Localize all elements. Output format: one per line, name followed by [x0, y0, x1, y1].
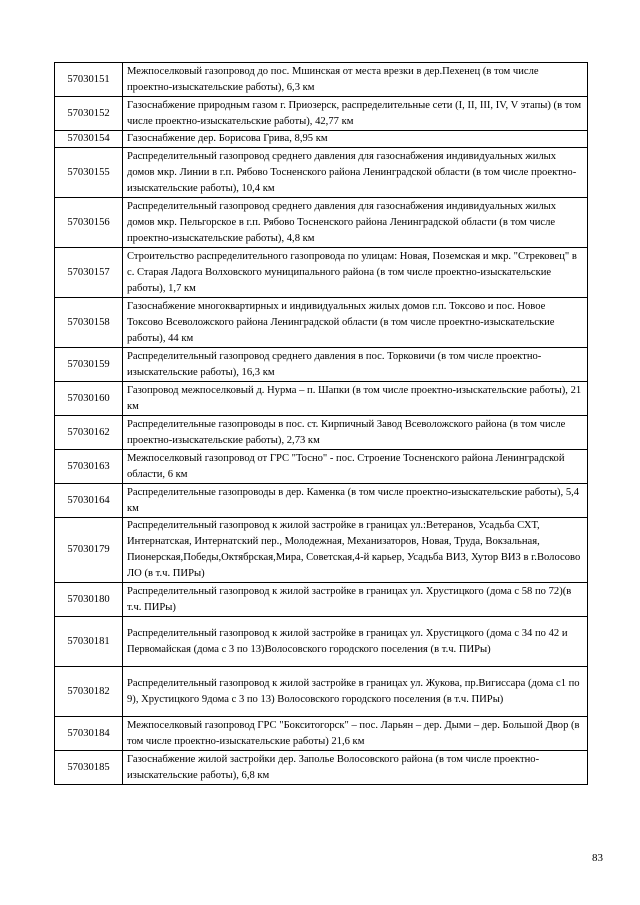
table-row [55, 518, 588, 583]
table-row [55, 583, 588, 617]
table-row [55, 416, 588, 450]
table-row [55, 617, 588, 667]
table-row [55, 298, 588, 348]
table-row [55, 198, 588, 248]
object-code: 57030152 [55, 97, 123, 131]
table-row [55, 717, 588, 751]
table-row [55, 97, 588, 131]
object-code: 57030163 [55, 450, 123, 484]
table-row [55, 63, 588, 97]
object-description: Распределительный газопровод среднего давления для газоснабжения индивидуальных жилых домов мкр. Пельгорское в г.п. Рябово Тосненского района Ленинградской области (в том числе проектно-изыскательские работы), 4,8 км [123, 198, 588, 248]
objects-table-body [55, 63, 588, 785]
objects-table [54, 62, 588, 785]
object-code: 57030151 [55, 63, 123, 97]
object-code: 57030184 [55, 717, 123, 751]
object-code: 57030155 [55, 148, 123, 198]
table-row [55, 751, 588, 785]
object-code: 57030182 [55, 667, 123, 717]
object-description: Межпоселковый газопровод ГРС "Бокситогорск" – пос. Ларьян – дер. Дыми – дер. Большой Двор (в том числе проектно-изыскательские работы) 21,6 км [123, 717, 588, 751]
object-code: 57030160 [55, 382, 123, 416]
object-code: 57030158 [55, 298, 123, 348]
object-code: 57030179 [55, 518, 123, 583]
table-row [55, 248, 588, 298]
table-row [55, 667, 588, 717]
object-description: Газоснабжение природным газом г. Приозерск, распределительные сети (I, II, III, IV, V этапы) (в том числе проектно-изыскательские работы), 42,77 км [123, 97, 588, 131]
object-description: Газоснабжение дер. Борисова Грива, 8,95 км [123, 131, 588, 148]
table-row [55, 484, 588, 518]
object-description: Распределительный газопровод среднего давления в пос. Торковичи (в том числе проектно-изыскательские работы), 16,3 км [123, 348, 588, 382]
page-number: 83 [592, 852, 603, 864]
object-description: Межпоселковый газопровод до пос. Мшинская от места врезки в дер.Пехенец (в том числе проектно-изыскательские работы), 6,3 км [123, 63, 588, 97]
object-description: Строительство распределительного газопровода по улицам: Новая, Поземская и мкр. "Стрековец" в с. Старая Ладога Волховского муниципального района (в том числе проектно-изыскательские работы), 1,7 км [123, 248, 588, 298]
object-code: 57030157 [55, 248, 123, 298]
table-row [55, 382, 588, 416]
object-description: Распределительные газопроводы в пос. ст. Кирпичный Завод Всеволожского района (в том числе проектно-изыскательские работы), 2,73 км [123, 416, 588, 450]
object-description: Распределительный газопровод к жилой застройке в границах ул. Хрустицкого (дома с 34 по 42 и Первомайская (дома с 3 по 13)Волосовского городского поселения (в т.ч. ПИРы) [123, 617, 588, 667]
table-row [55, 131, 588, 148]
object-description: Распределительный газопровод к жилой застройке в границах ул. Жукова, пр.Вигиссара (дома с1 по 9), Хрустицкого 9дома с 3 по 13) Волосовского городского поселения (в т.ч. ПИРы) [123, 667, 588, 717]
table-row [55, 148, 588, 198]
object-code: 57030164 [55, 484, 123, 518]
object-description: Газопровод межпоселковый д. Нурма – п. Шапки (в том числе проектно-изыскательские работы), 21 км [123, 382, 588, 416]
object-code: 57030162 [55, 416, 123, 450]
object-description: Распределительный газопровод к жилой застройке в границах ул.:Ветеранов, Усадьба СХТ, Интернатская, Интернатский пер., Молодежная, Механизаторов, Новая, Труда, Вокзальная, Пионерская,Победы,Октябрская,Мира, Советская,4-й карьер, Усадьба ВИЗ, Хутор ВИЗ в г.Волосово ЛО (в т.ч. ПИРы) [123, 518, 588, 583]
object-description: Газоснабжение многоквартирных и индивидуальных жилых домов г.п. Токсово и пос. Новое Токсово Всеволожского района Ленинградской области (в том числе проектно-изыскательские работы), 44 км [123, 298, 588, 348]
object-description: Распределительный газопровод среднего давления для газоснабжения индивидуальных жилых домов мкр. Линии в г.п. Рябово Тосненского района Ленинградской области (в том числе проектно-изыскательские работы), 10,4 км [123, 148, 588, 198]
object-code: 57030180 [55, 583, 123, 617]
object-description: Межпоселковый газопровод от ГРС "Тосно" - пос. Строение Тосненского района Ленинградской области, 6 км [123, 450, 588, 484]
object-code: 57030185 [55, 751, 123, 785]
object-code: 57030156 [55, 198, 123, 248]
object-code: 57030159 [55, 348, 123, 382]
table-row [55, 450, 588, 484]
object-code: 57030181 [55, 617, 123, 667]
object-code: 57030154 [55, 131, 123, 148]
object-description: Распределительные газопроводы в дер. Каменка (в том числе проектно-изыскательские работы), 5,4 км [123, 484, 588, 518]
table-row [55, 348, 588, 382]
object-description: Распределительный газопровод к жилой застройке в границах ул. Хрустицкого (дома с 58 по 72)(в т.ч. ПИРы) [123, 583, 588, 617]
object-description: Газоснабжение жилой застройки дер. Заполье Волосовского района (в том числе проектно-изыскательские работы), 6,8 км [123, 751, 588, 785]
